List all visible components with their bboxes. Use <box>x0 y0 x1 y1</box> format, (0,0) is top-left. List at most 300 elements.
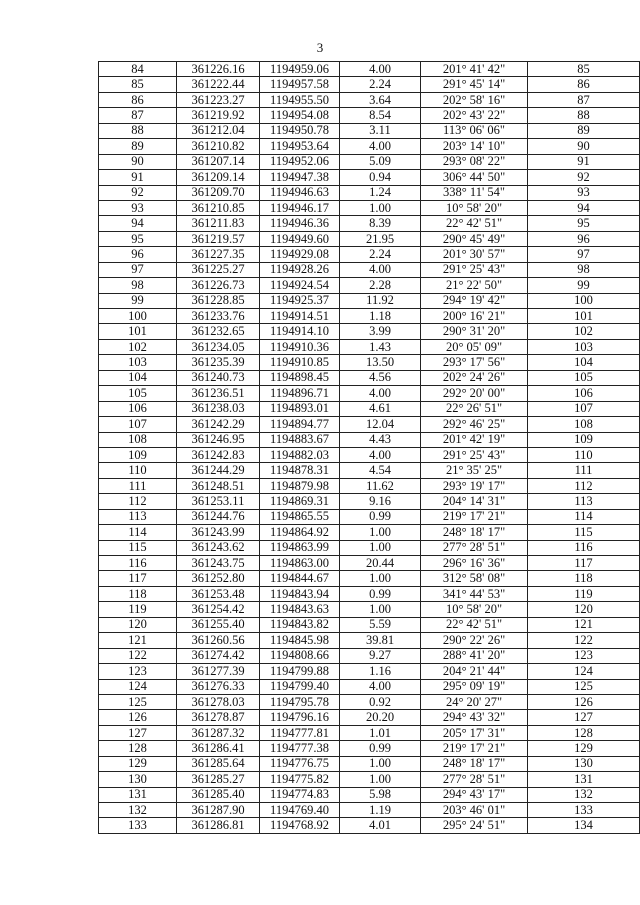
x-coordinate-cell: 361240.73 <box>177 370 260 385</box>
next-point-cell: 104 <box>528 355 640 370</box>
x-coordinate-cell: 361242.83 <box>177 447 260 462</box>
point-number-cell: 94 <box>99 216 177 231</box>
distance-cell: 1.19 <box>340 803 421 818</box>
x-coordinate-cell: 361286.41 <box>177 741 260 756</box>
distance-cell: 4.54 <box>340 463 421 478</box>
bearing-cell: 294° 43' 32" <box>421 710 528 725</box>
bearing-cell: 202° 43' 22" <box>421 108 528 123</box>
bearing-cell: 201° 42' 19" <box>421 432 528 447</box>
bearing-cell: 205° 17' 31" <box>421 725 528 740</box>
bearing-cell: 22° 42' 51" <box>421 216 528 231</box>
distance-cell: 9.16 <box>340 494 421 509</box>
point-number-cell: 116 <box>99 556 177 571</box>
bearing-cell: 341° 44' 53" <box>421 586 528 601</box>
y-coordinate-cell: 1194769.40 <box>260 803 340 818</box>
point-number-cell: 86 <box>99 92 177 107</box>
y-coordinate-cell: 1194953.64 <box>260 139 340 154</box>
next-point-cell: 118 <box>528 571 640 586</box>
table-row <box>99 417 640 432</box>
bearing-cell: 200° 16' 21" <box>421 309 528 324</box>
y-coordinate-cell: 1194843.63 <box>260 602 340 617</box>
next-point-cell: 88 <box>528 108 640 123</box>
bearing-cell: 293° 08' 22" <box>421 154 528 169</box>
bearing-cell: 294° 19' 42" <box>421 293 528 308</box>
distance-cell: 1.00 <box>340 200 421 215</box>
x-coordinate-cell: 361244.29 <box>177 463 260 478</box>
x-coordinate-cell: 361226.73 <box>177 278 260 293</box>
table-row <box>99 772 640 787</box>
point-number-cell: 126 <box>99 710 177 725</box>
distance-cell: 4.01 <box>340 818 421 833</box>
x-coordinate-cell: 361287.32 <box>177 725 260 740</box>
x-coordinate-cell: 361254.42 <box>177 602 260 617</box>
point-number-cell: 98 <box>99 278 177 293</box>
next-point-cell: 115 <box>528 525 640 540</box>
bearing-cell: 24° 20' 27" <box>421 694 528 709</box>
y-coordinate-cell: 1194775.82 <box>260 772 340 787</box>
x-coordinate-cell: 361223.27 <box>177 92 260 107</box>
x-coordinate-cell: 361209.14 <box>177 170 260 185</box>
point-number-cell: 125 <box>99 694 177 709</box>
x-coordinate-cell: 361227.35 <box>177 247 260 262</box>
table-row <box>99 787 640 802</box>
point-number-cell: 122 <box>99 648 177 663</box>
table-row <box>99 818 640 833</box>
distance-cell: 1.00 <box>340 540 421 555</box>
table-row <box>99 556 640 571</box>
bearing-cell: 113° 06' 06" <box>421 123 528 138</box>
table-row <box>99 540 640 555</box>
distance-cell: 1.00 <box>340 525 421 540</box>
point-number-cell: 133 <box>99 818 177 833</box>
table-row <box>99 679 640 694</box>
point-number-cell: 90 <box>99 154 177 169</box>
distance-cell: 2.28 <box>340 278 421 293</box>
next-point-cell: 85 <box>528 62 640 77</box>
table-row <box>99 494 640 509</box>
distance-cell: 8.54 <box>340 108 421 123</box>
x-coordinate-cell: 361253.48 <box>177 586 260 601</box>
x-coordinate-cell: 361219.57 <box>177 231 260 246</box>
page-number: 3 <box>316 40 324 55</box>
y-coordinate-cell: 1194777.38 <box>260 741 340 756</box>
bearing-cell: 293° 19' 17" <box>421 478 528 493</box>
bearing-cell: 10° 58' 20" <box>421 602 528 617</box>
x-coordinate-cell: 361212.04 <box>177 123 260 138</box>
next-point-cell: 134 <box>528 818 640 833</box>
distance-cell: 4.00 <box>340 679 421 694</box>
point-number-cell: 110 <box>99 463 177 478</box>
x-coordinate-cell: 361278.87 <box>177 710 260 725</box>
point-number-cell: 112 <box>99 494 177 509</box>
y-coordinate-cell: 1194946.36 <box>260 216 340 231</box>
table-row <box>99 170 640 185</box>
next-point-cell: 99 <box>528 278 640 293</box>
table-row <box>99 525 640 540</box>
table-row <box>99 447 640 462</box>
bearing-cell: 290° 45' 49" <box>421 231 528 246</box>
point-number-cell: 108 <box>99 432 177 447</box>
point-number-cell: 102 <box>99 339 177 354</box>
bearing-cell: 294° 43' 17" <box>421 787 528 802</box>
table-row <box>99 62 640 77</box>
y-coordinate-cell: 1194947.38 <box>260 170 340 185</box>
y-coordinate-cell: 1194910.85 <box>260 355 340 370</box>
distance-cell: 3.11 <box>340 123 421 138</box>
next-point-cell: 132 <box>528 787 640 802</box>
point-number-cell: 92 <box>99 185 177 200</box>
next-point-cell: 130 <box>528 756 640 771</box>
table-row <box>99 339 640 354</box>
y-coordinate-cell: 1194952.06 <box>260 154 340 169</box>
table-row <box>99 509 640 524</box>
y-coordinate-cell: 1194954.08 <box>260 108 340 123</box>
next-point-cell: 87 <box>528 92 640 107</box>
table-row <box>99 231 640 246</box>
distance-cell: 0.99 <box>340 509 421 524</box>
next-point-cell: 120 <box>528 602 640 617</box>
table-row <box>99 216 640 231</box>
y-coordinate-cell: 1194883.67 <box>260 432 340 447</box>
distance-cell: 4.00 <box>340 386 421 401</box>
y-coordinate-cell: 1194928.26 <box>260 262 340 277</box>
y-coordinate-cell: 1194808.66 <box>260 648 340 663</box>
next-point-cell: 124 <box>528 664 640 679</box>
next-point-cell: 131 <box>528 772 640 787</box>
bearing-cell: 204° 21' 44" <box>421 664 528 679</box>
next-point-cell: 126 <box>528 694 640 709</box>
x-coordinate-cell: 361278.03 <box>177 694 260 709</box>
bearing-cell: 22° 42' 51" <box>421 617 528 632</box>
next-point-cell: 127 <box>528 710 640 725</box>
point-number-cell: 109 <box>99 447 177 462</box>
next-point-cell: 89 <box>528 123 640 138</box>
x-coordinate-cell: 361234.05 <box>177 339 260 354</box>
table-row <box>99 617 640 632</box>
point-number-cell: 113 <box>99 509 177 524</box>
table-row <box>99 710 640 725</box>
bearing-cell: 202° 24' 26" <box>421 370 528 385</box>
table-row <box>99 92 640 107</box>
point-number-cell: 101 <box>99 324 177 339</box>
distance-cell: 4.61 <box>340 401 421 416</box>
x-coordinate-cell: 361232.65 <box>177 324 260 339</box>
point-number-cell: 88 <box>99 123 177 138</box>
distance-cell: 5.59 <box>340 617 421 632</box>
distance-cell: 1.00 <box>340 772 421 787</box>
bearing-cell: 277° 28' 51" <box>421 772 528 787</box>
y-coordinate-cell: 1194865.55 <box>260 509 340 524</box>
table-row <box>99 432 640 447</box>
x-coordinate-cell: 361222.44 <box>177 77 260 92</box>
x-coordinate-cell: 361287.90 <box>177 803 260 818</box>
table-row <box>99 247 640 262</box>
distance-cell: 12.04 <box>340 417 421 432</box>
distance-cell: 1.43 <box>340 339 421 354</box>
next-point-cell: 117 <box>528 556 640 571</box>
distance-cell: 3.99 <box>340 324 421 339</box>
distance-cell: 39.81 <box>340 633 421 648</box>
table-row <box>99 463 640 478</box>
distance-cell: 0.94 <box>340 170 421 185</box>
y-coordinate-cell: 1194898.45 <box>260 370 340 385</box>
bearing-cell: 248° 18' 17" <box>421 756 528 771</box>
distance-cell: 5.98 <box>340 787 421 802</box>
x-coordinate-cell: 361274.42 <box>177 648 260 663</box>
y-coordinate-cell: 1194879.98 <box>260 478 340 493</box>
y-coordinate-cell: 1194796.16 <box>260 710 340 725</box>
x-coordinate-cell: 361225.27 <box>177 262 260 277</box>
point-number-cell: 118 <box>99 586 177 601</box>
y-coordinate-cell: 1194910.36 <box>260 339 340 354</box>
next-point-cell: 105 <box>528 370 640 385</box>
point-number-cell: 96 <box>99 247 177 262</box>
bearing-cell: 291° 25' 43" <box>421 262 528 277</box>
point-number-cell: 129 <box>99 756 177 771</box>
table-row <box>99 324 640 339</box>
bearing-cell: 338° 11' 54" <box>421 185 528 200</box>
point-number-cell: 115 <box>99 540 177 555</box>
next-point-cell: 97 <box>528 247 640 262</box>
x-coordinate-cell: 361252.80 <box>177 571 260 586</box>
x-coordinate-cell: 361233.76 <box>177 309 260 324</box>
table-row <box>99 741 640 756</box>
x-coordinate-cell: 361235.39 <box>177 355 260 370</box>
point-number-cell: 107 <box>99 417 177 432</box>
bearing-cell: 203° 14' 10" <box>421 139 528 154</box>
x-coordinate-cell: 361246.95 <box>177 432 260 447</box>
next-point-cell: 86 <box>528 77 640 92</box>
distance-cell: 1.00 <box>340 756 421 771</box>
next-point-cell: 102 <box>528 324 640 339</box>
x-coordinate-cell: 361210.85 <box>177 200 260 215</box>
bearing-cell: 21° 35' 25" <box>421 463 528 478</box>
bearing-cell: 202° 58' 16" <box>421 92 528 107</box>
point-number-cell: 104 <box>99 370 177 385</box>
next-point-cell: 121 <box>528 617 640 632</box>
bearing-cell: 292° 20' 00" <box>421 386 528 401</box>
next-point-cell: 125 <box>528 679 640 694</box>
y-coordinate-cell: 1194776.75 <box>260 756 340 771</box>
bearing-cell: 290° 22' 26" <box>421 633 528 648</box>
distance-cell: 1.24 <box>340 185 421 200</box>
y-coordinate-cell: 1194777.81 <box>260 725 340 740</box>
y-coordinate-cell: 1194845.98 <box>260 633 340 648</box>
point-number-cell: 84 <box>99 62 177 77</box>
next-point-cell: 111 <box>528 463 640 478</box>
point-number-cell: 111 <box>99 478 177 493</box>
y-coordinate-cell: 1194768.92 <box>260 818 340 833</box>
x-coordinate-cell: 361253.11 <box>177 494 260 509</box>
point-number-cell: 100 <box>99 309 177 324</box>
distance-cell: 5.09 <box>340 154 421 169</box>
bearing-cell: 306° 44' 50" <box>421 170 528 185</box>
x-coordinate-cell: 361243.99 <box>177 525 260 540</box>
table-row <box>99 108 640 123</box>
table-row <box>99 725 640 740</box>
bearing-cell: 277° 28' 51" <box>421 540 528 555</box>
next-point-cell: 95 <box>528 216 640 231</box>
distance-cell: 1.00 <box>340 602 421 617</box>
table-row <box>99 185 640 200</box>
table-row <box>99 309 640 324</box>
y-coordinate-cell: 1194946.63 <box>260 185 340 200</box>
table-row <box>99 664 640 679</box>
table-row <box>99 77 640 92</box>
distance-cell: 4.43 <box>340 432 421 447</box>
y-coordinate-cell: 1194914.51 <box>260 309 340 324</box>
x-coordinate-cell: 361209.70 <box>177 185 260 200</box>
point-number-cell: 120 <box>99 617 177 632</box>
table-row <box>99 262 640 277</box>
distance-cell: 0.99 <box>340 741 421 756</box>
x-coordinate-cell: 361276.33 <box>177 679 260 694</box>
table-row <box>99 355 640 370</box>
next-point-cell: 108 <box>528 417 640 432</box>
y-coordinate-cell: 1194946.17 <box>260 200 340 215</box>
bearing-cell: 20° 05' 09" <box>421 339 528 354</box>
y-coordinate-cell: 1194843.94 <box>260 586 340 601</box>
distance-cell: 20.44 <box>340 556 421 571</box>
distance-cell: 0.99 <box>340 586 421 601</box>
table-row <box>99 123 640 138</box>
bearing-cell: 219° 17' 21" <box>421 741 528 756</box>
point-number-cell: 99 <box>99 293 177 308</box>
next-point-cell: 90 <box>528 139 640 154</box>
bearing-cell: 219° 17' 21" <box>421 509 528 524</box>
coordinates-table <box>98 61 640 834</box>
y-coordinate-cell: 1194869.31 <box>260 494 340 509</box>
y-coordinate-cell: 1194878.31 <box>260 463 340 478</box>
next-point-cell: 110 <box>528 447 640 462</box>
x-coordinate-cell: 361285.64 <box>177 756 260 771</box>
y-coordinate-cell: 1194863.00 <box>260 556 340 571</box>
table-row <box>99 602 640 617</box>
next-point-cell: 94 <box>528 200 640 215</box>
y-coordinate-cell: 1194924.54 <box>260 278 340 293</box>
y-coordinate-cell: 1194959.06 <box>260 62 340 77</box>
distance-cell: 1.16 <box>340 664 421 679</box>
point-number-cell: 123 <box>99 664 177 679</box>
coordinates-table-body <box>99 62 640 834</box>
table-row <box>99 386 640 401</box>
point-number-cell: 117 <box>99 571 177 586</box>
next-point-cell: 96 <box>528 231 640 246</box>
point-number-cell: 127 <box>99 725 177 740</box>
next-point-cell: 119 <box>528 586 640 601</box>
y-coordinate-cell: 1194844.67 <box>260 571 340 586</box>
x-coordinate-cell: 361243.75 <box>177 556 260 571</box>
distance-cell: 4.00 <box>340 139 421 154</box>
table-row <box>99 154 640 169</box>
distance-cell: 11.62 <box>340 478 421 493</box>
distance-cell: 0.92 <box>340 694 421 709</box>
y-coordinate-cell: 1194863.99 <box>260 540 340 555</box>
next-point-cell: 116 <box>528 540 640 555</box>
table-row <box>99 633 640 648</box>
table-row <box>99 756 640 771</box>
y-coordinate-cell: 1194893.01 <box>260 401 340 416</box>
next-point-cell: 106 <box>528 386 640 401</box>
bearing-cell: 293° 17' 56" <box>421 355 528 370</box>
distance-cell: 2.24 <box>340 247 421 262</box>
distance-cell: 4.00 <box>340 262 421 277</box>
point-number-cell: 114 <box>99 525 177 540</box>
y-coordinate-cell: 1194957.58 <box>260 77 340 92</box>
x-coordinate-cell: 361207.14 <box>177 154 260 169</box>
x-coordinate-cell: 361238.03 <box>177 401 260 416</box>
next-point-cell: 101 <box>528 309 640 324</box>
y-coordinate-cell: 1194774.83 <box>260 787 340 802</box>
point-number-cell: 132 <box>99 803 177 818</box>
y-coordinate-cell: 1194795.78 <box>260 694 340 709</box>
next-point-cell: 129 <box>528 741 640 756</box>
distance-cell: 21.95 <box>340 231 421 246</box>
bearing-cell: 204° 14' 31" <box>421 494 528 509</box>
y-coordinate-cell: 1194914.10 <box>260 324 340 339</box>
bearing-cell: 288° 41' 20" <box>421 648 528 663</box>
x-coordinate-cell: 361242.29 <box>177 417 260 432</box>
next-point-cell: 113 <box>528 494 640 509</box>
distance-cell: 11.92 <box>340 293 421 308</box>
x-coordinate-cell: 361286.81 <box>177 818 260 833</box>
point-number-cell: 131 <box>99 787 177 802</box>
distance-cell: 8.39 <box>340 216 421 231</box>
x-coordinate-cell: 361260.56 <box>177 633 260 648</box>
next-point-cell: 112 <box>528 478 640 493</box>
distance-cell: 3.64 <box>340 92 421 107</box>
x-coordinate-cell: 361248.51 <box>177 478 260 493</box>
y-coordinate-cell: 1194799.88 <box>260 664 340 679</box>
next-point-cell: 93 <box>528 185 640 200</box>
point-number-cell: 91 <box>99 170 177 185</box>
distance-cell: 9.27 <box>340 648 421 663</box>
x-coordinate-cell: 361255.40 <box>177 617 260 632</box>
bearing-cell: 291° 25' 43" <box>421 447 528 462</box>
next-point-cell: 109 <box>528 432 640 447</box>
next-point-cell: 91 <box>528 154 640 169</box>
next-point-cell: 100 <box>528 293 640 308</box>
table-row <box>99 694 640 709</box>
point-number-cell: 93 <box>99 200 177 215</box>
point-number-cell: 105 <box>99 386 177 401</box>
x-coordinate-cell: 361244.76 <box>177 509 260 524</box>
next-point-cell: 114 <box>528 509 640 524</box>
x-coordinate-cell: 361243.62 <box>177 540 260 555</box>
point-number-cell: 103 <box>99 355 177 370</box>
table-row <box>99 370 640 385</box>
table-row <box>99 803 640 818</box>
y-coordinate-cell: 1194949.60 <box>260 231 340 246</box>
y-coordinate-cell: 1194929.08 <box>260 247 340 262</box>
next-point-cell: 98 <box>528 262 640 277</box>
bearing-cell: 248° 18' 17" <box>421 525 528 540</box>
bearing-cell: 295° 09' 19" <box>421 679 528 694</box>
bearing-cell: 291° 45' 14" <box>421 77 528 92</box>
table-row <box>99 401 640 416</box>
point-number-cell: 119 <box>99 602 177 617</box>
bearing-cell: 201° 41' 42" <box>421 62 528 77</box>
y-coordinate-cell: 1194925.37 <box>260 293 340 308</box>
bearing-cell: 203° 46' 01" <box>421 803 528 818</box>
point-number-cell: 106 <box>99 401 177 416</box>
y-coordinate-cell: 1194882.03 <box>260 447 340 462</box>
bearing-cell: 10° 58' 20" <box>421 200 528 215</box>
point-number-cell: 85 <box>99 77 177 92</box>
table-row <box>99 200 640 215</box>
table-row <box>99 139 640 154</box>
next-point-cell: 92 <box>528 170 640 185</box>
